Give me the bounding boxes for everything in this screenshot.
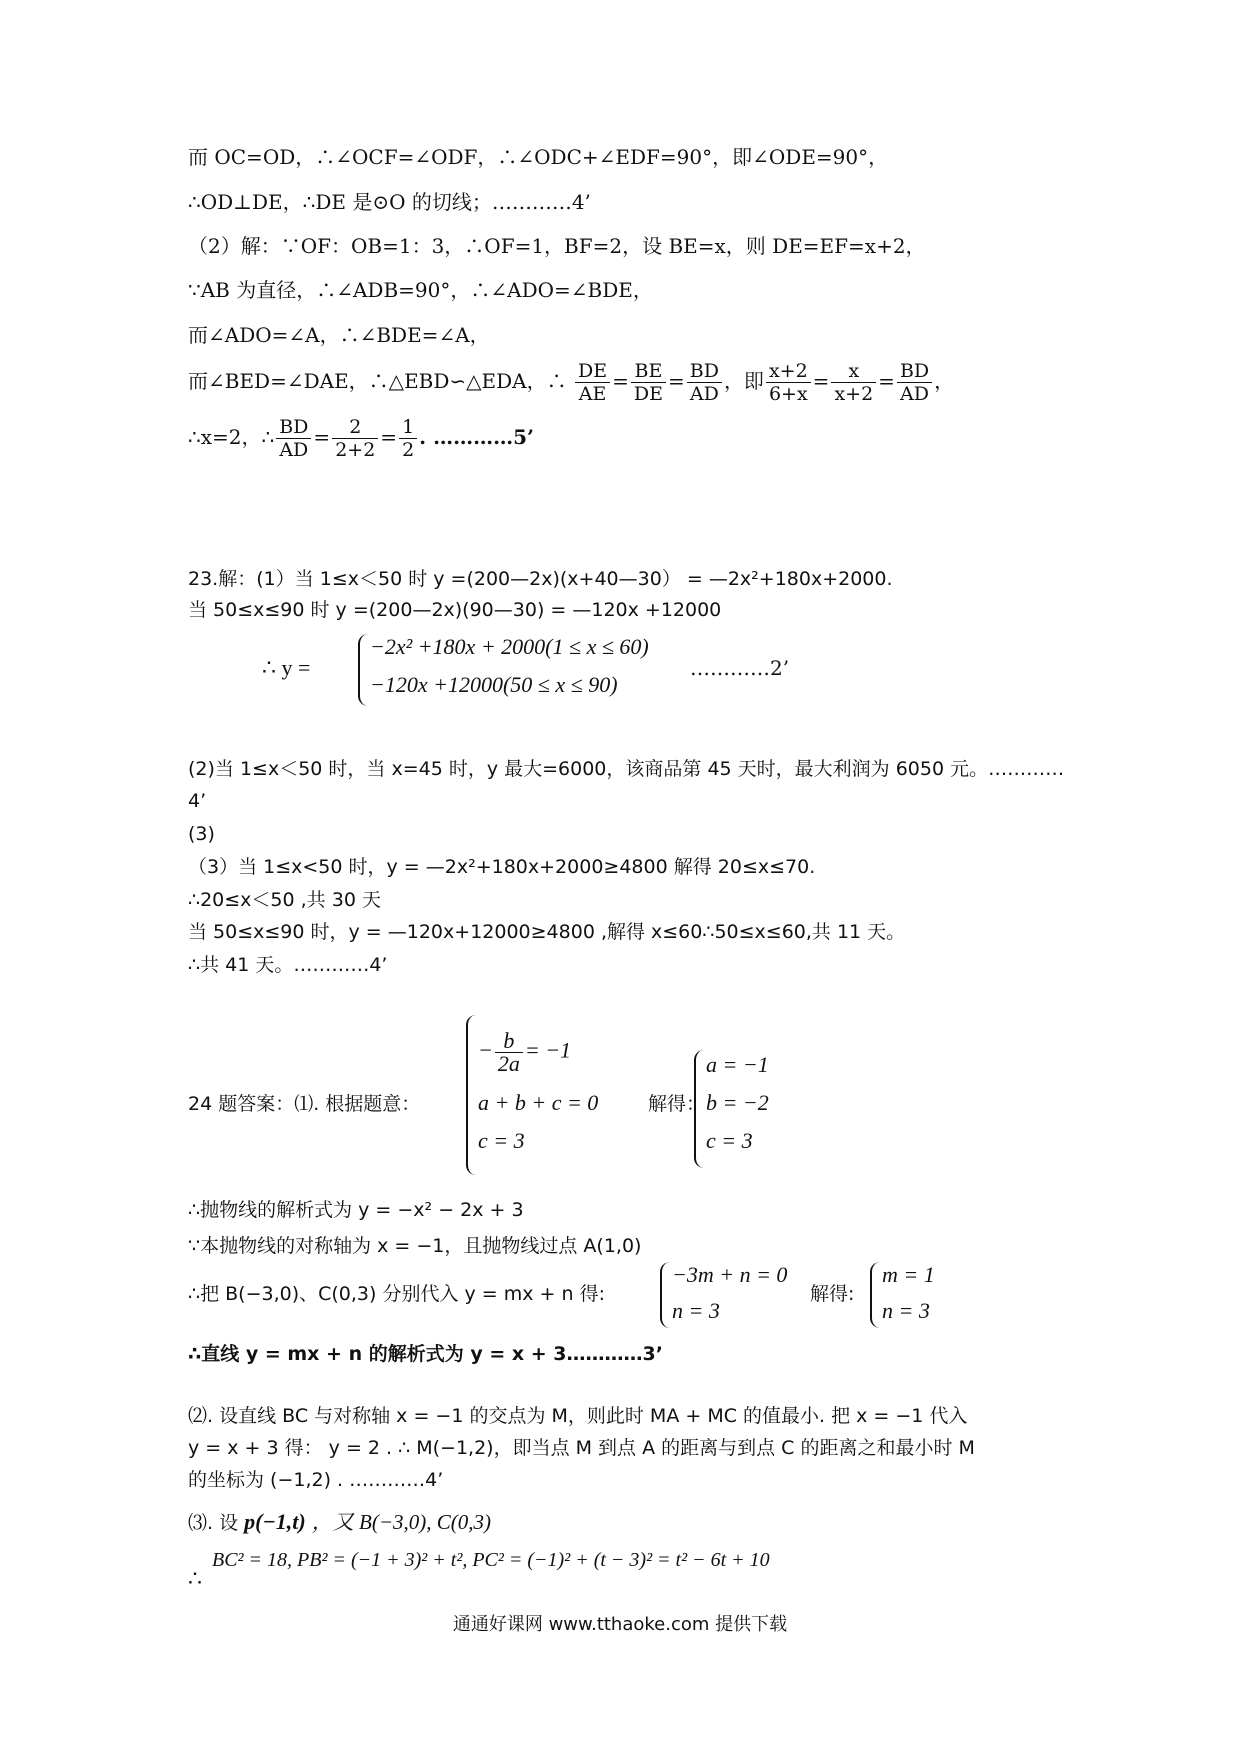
text-line: ∴直线 y = mx + n 的解析式为 y = x + 3…………3’ [188, 1343, 663, 1365]
text-line: ∴OD⊥DE，∴DE 是⊙O 的切线；…………4’ [188, 190, 591, 214]
numerator: DE [575, 360, 610, 383]
denominator: AD [900, 383, 930, 405]
text-line: ∴20≤x＜50 ,共 30 天 [188, 889, 381, 911]
system-row: m = 1 [882, 1262, 935, 1287]
text-line: 23.解：(1）当 1≤x＜50 时 y =(200—2x)(x+40—30） = —2x²+180x+2000. [188, 568, 893, 590]
score-mark: …………2’ [690, 656, 790, 680]
text-line: y = x + 3 得： y = 2 . ∴ M(−1,2)，即当点 M 到点 A 的距离与到点 C 的距离之和最小时 M [188, 1437, 975, 1459]
brace [660, 1262, 670, 1328]
denominator: 6+x [768, 383, 808, 405]
fraction [766, 360, 811, 405]
denominator: AE [578, 383, 607, 405]
system-row: n = 3 [672, 1298, 720, 1323]
system-row: b = −2 [706, 1090, 769, 1115]
text-line [188, 1508, 491, 1537]
system-row: c = 3 [478, 1128, 525, 1153]
system-row: n = 3 [882, 1298, 930, 1323]
text-line: ⑵. 设直线 BC 与对称轴 x = −1 的交点为 M，则此时 MA + MC 的值最小. 把 x = −1 代入 [188, 1405, 968, 1427]
text-line-with-fractions: ∴x=2，∴ $\frac{BD}{AD}$ = $\frac{2}{2+2}$ = $\frac{1}{2}$ . …………5’ [188, 416, 534, 461]
footer-text: 通通好课网 www.tthaoke.com 提供下载 [452, 1614, 788, 1635]
text-segment: ∴x=2，∴ [188, 425, 275, 449]
text-segment: ，又 B(−3,0), C(0,3) [311, 1510, 492, 1534]
numerator: 1 [399, 416, 417, 439]
fraction [332, 416, 378, 461]
text-line: ∵AB 为直径，∴∠ADB=90°，∴∠ADO=∠BDE， [188, 278, 653, 302]
fraction [495, 1030, 523, 1075]
point-p: p(−1,t) [244, 1509, 306, 1534]
text-segment: 解得: [810, 1283, 855, 1305]
therefore-symbol: ∴ [188, 1567, 202, 1592]
brace [870, 1262, 880, 1328]
text-line: (2)当 1≤x＜50 时，当 x=45 时，y 最大=6000，该商品第 45 天时，最大利润为 6050 元。………… [188, 758, 1065, 780]
numerator: BD [687, 360, 722, 383]
brace [694, 1050, 704, 1168]
fraction [831, 360, 876, 405]
text-line: ∴把 B(−3,0)、C(0,3) 分别代入 y = mx + n 得: [188, 1283, 605, 1305]
text-line-with-fractions: 而∠BED=∠DAE，∴△EBD∽△EDA，∴ $\frac{DE}{AE}$ = $\frac{BE}{DE}$ = $\frac{BD}{AD}$ ，即 $\frac{x+2}{6+x}$ = $\frac{x}{x+2}$ = $\frac{BD}{AD}$ ， [188, 360, 955, 405]
text-segment: ，即 [723, 369, 764, 393]
denominator: AD [689, 383, 719, 405]
fraction [399, 416, 417, 461]
brace [358, 634, 368, 706]
text-line: 的坐标为 (−1,2) . …………4’ [188, 1469, 444, 1491]
formula-line: BC² = 18, PB² = (−1 + 3)² + t², PC² = (−1)² + (t − 3)² = t² − 6t + 10 [212, 1549, 770, 1571]
text-line: (3) [188, 823, 215, 845]
text-line: 当 50≤x≤90 时 y =(200—2x)(90—30) = —120x +12000 [188, 599, 722, 621]
denominator: 2a [497, 1051, 520, 1076]
system-row: a + b + c = 0 [478, 1090, 599, 1115]
fraction [276, 416, 311, 461]
text-segment: . …………5’ [419, 425, 534, 449]
text-line: 24 题答案：⑴. 根据题意： [188, 1093, 421, 1115]
denominator: 2+2 [335, 439, 376, 461]
numerator: b [495, 1030, 523, 1053]
fraction [631, 360, 666, 405]
piecewise-label: ∴ y = [262, 655, 311, 680]
text-line: （2）解：∵OF：OB=1：3，∴OF=1，BF=2，设 BE=x，则 DE=EF=x+2， [188, 234, 926, 258]
fraction [897, 360, 932, 405]
text-line: 而∠ADO=∠A，∴∠BDE=∠A， [188, 323, 490, 347]
text-segment: ， [934, 369, 955, 393]
denominator: x+2 [834, 383, 874, 405]
numerator: x+2 [766, 360, 811, 383]
piecewise-row: −120x +12000(50 ≤ x ≤ 90) [370, 672, 618, 697]
fraction [687, 360, 722, 405]
text-segment: ⑶. 设 [188, 1512, 239, 1534]
numerator: x [831, 360, 876, 383]
text-segment: = −1 [524, 1037, 572, 1063]
text-line: 4’ [188, 790, 207, 812]
system-row: − $\frac{b}{2a}$ = −1 [478, 1028, 572, 1076]
denominator: AD [279, 439, 309, 461]
numerator: BD [276, 416, 311, 439]
system-row: c = 3 [706, 1128, 753, 1153]
system-row: a = −1 [706, 1052, 769, 1077]
piecewise-row: −2x² +180x + 2000(1 ≤ x ≤ 60) [370, 634, 649, 659]
numerator: BD [897, 360, 932, 383]
text-line: ∴共 41 天。…………4’ [188, 954, 388, 976]
denominator: 2 [402, 439, 415, 461]
text-line: 当 50≤x≤90 时，y = —120x+12000≥4800 ,解得 x≤60∴50≤x≤60,共 11 天。 [188, 921, 906, 943]
brace [466, 1015, 476, 1175]
denominator: DE [633, 383, 663, 405]
text-line: 而 OC=OD，∴∠OCF=∠ODF，∴∠ODC+∠EDF=90°，即∠ODE=90°， [188, 145, 889, 169]
text-line: ∴抛物线的解析式为 y = −x² − 2x + 3 [188, 1199, 524, 1221]
numerator: BE [631, 360, 666, 383]
numerator: 2 [332, 416, 378, 439]
text-line: ∵本抛物线的对称轴为 x = −1，且抛物线过点 A(1,0) [188, 1235, 642, 1257]
text-segment: 解得： [648, 1093, 706, 1115]
system-row: −3m + n = 0 [672, 1262, 788, 1287]
text-segment: 而∠BED=∠DAE，∴△EBD∽△EDA，∴ [188, 369, 567, 393]
text-line: （3）当 1≤x<50 时，y = —2x²+180x+2000≥4800 解得 20≤x≤70. [188, 856, 816, 878]
fraction [575, 360, 610, 405]
